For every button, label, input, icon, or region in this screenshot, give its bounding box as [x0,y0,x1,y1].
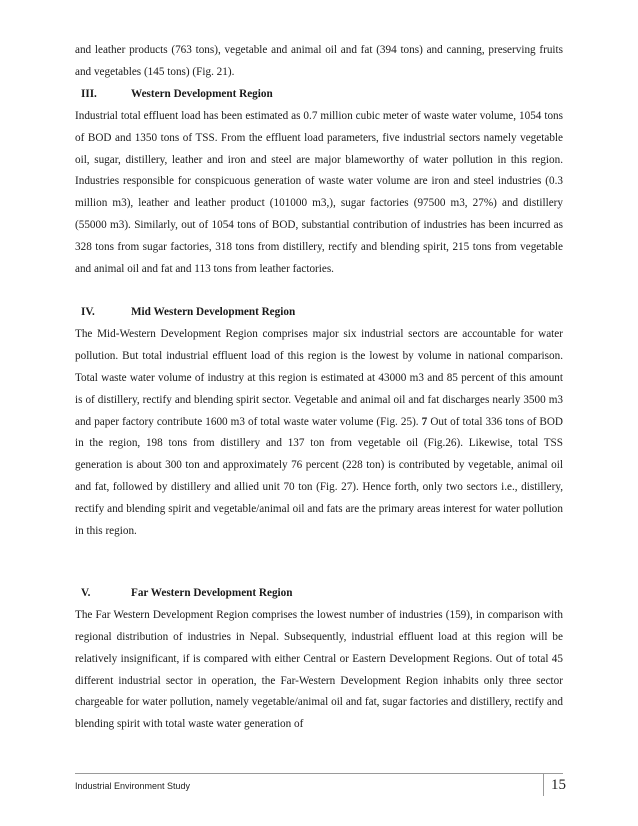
section-number: IV. [81,305,95,318]
section-title: Western Development Region [131,87,273,100]
section-number: V. [81,586,91,599]
section-title: Mid Western Development Region [131,305,296,318]
bold-marker: 7 [421,415,428,428]
body-text: The Mid-Western Development Region comprises major six industrial sectors are accountable for water pollution. But total industrial effluent load of this region is the lowest by volume in national comparison. Total waste water volume of industry at this region is estimated at 43000 m3 and 85 percent of this amount is of distillery, rectify and blending spirit sector. Vegetable and animal oil and fat discharges nearly 3500 m3 and paper factory contribute 1600 m3 of total waste water volume (Fig. 25). [75,327,563,428]
page-content [75,40,563,736]
section-body-far-western: The Far Western Development Region comprises the lowest number of industries (159), in comparison with regional distribution of industries in Nepal. Subsequently, industrial effluent load at this region will be relatively insignificant, if is compared with either Central or Eastern Development Regions. Out of total 45 different industrial sector in operation, the Far-Western Development Region inhabits only three sector chargeable for water pollution, namely vegetable/animal oil and fat, sugar factories and distillery, rectify and blending spirit with total waste water generation of [75,608,563,731]
section-heading-western [75,84,563,106]
section-heading-far-western [75,583,563,605]
intro-paragraph: and leather products (763 tons), vegetable and animal oil and fat (394 tons) and canning, preserving fruits and vegetables (145 tons) (Fig. 21). [75,44,563,78]
body-text: Out of total 336 tons of BOD in the region, 198 tons from distillery and 137 ton from vegetable oil (Fig.26). Likewise, total TSS generation is about 300 ton and approximately 76 percent (228 ton) is contributed by vegetable, animal oil and fat, followed by distillery and allied unit 70 ton (Fig. 27). Hence forth, only two sectors i.e., distillery, rectify and blending spirit and vegetable/animal oil and fats are the primary areas interest for water pollution in this region. [75,415,564,538]
spacer [75,281,563,302]
section-body-western: Industrial total effluent load has been estimated as 0.7 million cubic meter of waste water volume, 1054 tons of BOD and 1350 tons of TSS. From the effluent load parameters, five industrial sectors namely vegetable oil, sugar, distillery, leather and iron and steel are major blameworthy of water pollution in this region. Industries responsible for conspicuous generation of waste water volume are iron and steel industries (0.3 million m3), leather and leather product (101000 m3,), sugar factories (97500 m3, 27%) and distillery (55000 m3). Similarly, out of 1054 tons of BOD, substantial contribution of industries has been incurred as 328 tons from sugar factories, 318 tons from distillery, rectify and blending spirit, 215 tons from vegetable and animal oil and fat and 113 tons from leather factories. [75,109,563,276]
page-footer [75,773,566,804]
footer-divider [543,774,544,796]
section-title: Far Western Development Region [131,586,293,599]
section-body-mid-western [75,324,563,543]
section-number: III. [81,87,97,100]
spacer [75,543,563,583]
section-heading-mid-western [75,302,563,324]
page-number: 15 [551,777,566,793]
footer-label: Industrial Environment Study [75,781,191,791]
